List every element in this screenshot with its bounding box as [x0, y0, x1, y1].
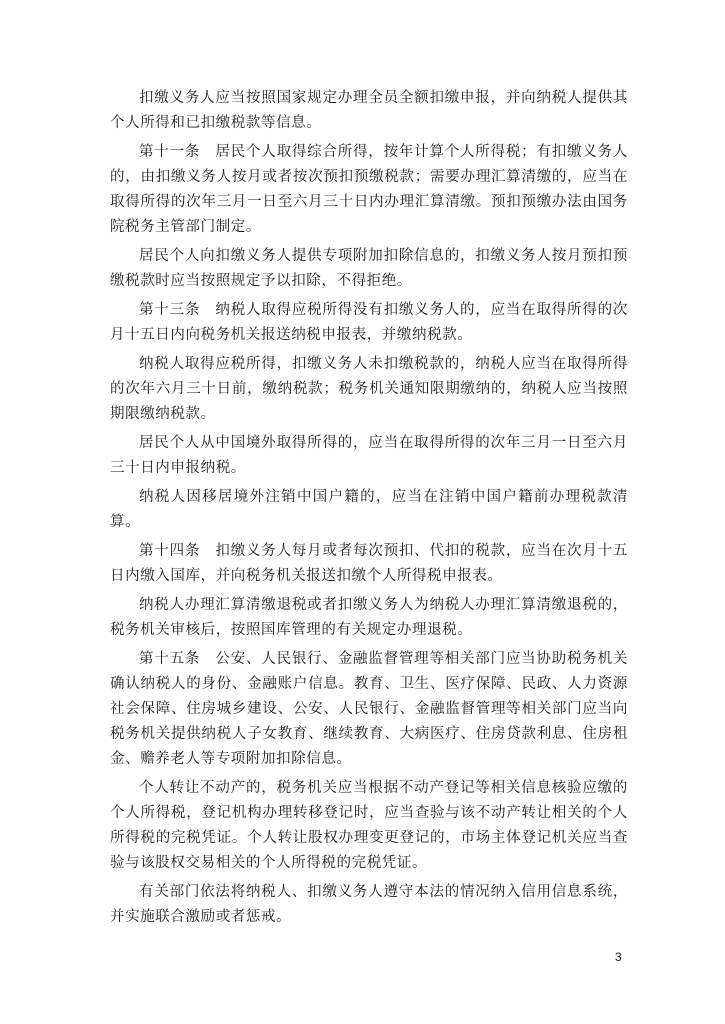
paragraph-article-11: 第十一条 居民个人取得综合所得，按年计算个人所得税；有扣缴义务人的，由扣缴义务人按月或者按次预扣预缴税款；需要办理汇算清缴的，应当在取得所得的次年三月一日至六月三十日内办理汇算清缴。预扣预缴办法由国务院税务主管部门制定。	[110, 144, 628, 235]
paragraph-tax-refund: 纳税人办理汇算清缴退税或者扣缴义务人为纳税人办理汇算清缴退税的，税务机关审核后，按照国库管理的有关规定办理退税。	[110, 597, 628, 638]
page-number: 3	[615, 950, 622, 964]
paragraph-article-14: 第十四条 扣缴义务人每月或者每次预扣、代扣的税款，应当在次月十五日内缴入国库，并向税务机关报送扣缴个人所得税申报表。	[110, 543, 628, 584]
paragraph-article-15: 第十五条 公安、人民银行、金融监督管理等相关部门应当协助税务机关确认纳税人的身份、金融账户信息。教育、卫生、医疗保障、民政、人力资源社会保障、住房城乡建设、公安、人民银行、金融监督管理等相关部门应当向税务机关提供纳税人子女教育、继续教育、大病医疗、住房贷款利息、住房租金、赡养老人等专项附加扣除信息。	[110, 651, 628, 767]
paragraph-credit-system: 有关部门依法将纳税人、扣缴义务人遵守本法的情况纳入信用信息系统，并实施联合激励或者惩戒。	[110, 884, 628, 925]
paragraph-emigration: 纳税人因移居境外注销中国户籍的，应当在注销中国户籍前办理税款清算。	[110, 489, 628, 530]
document-body	[110, 86, 628, 934]
paragraph-special-deduction: 居民个人向扣缴义务人提供专项附加扣除信息的，扣缴义务人按月预扣预缴税款时应当按照规定予以扣除，不得拒绝。	[110, 248, 628, 289]
paragraph-real-estate-transfer: 个人转让不动产的，税务机关应当根据不动产登记等相关信息核验应缴的个人所得税，登记机构办理转移登记时，应当查验与该不动产转让相关的个人所得税的完税凭证。个人转让股权办理变更登记的，市场主体登记机关应当查验与该股权交易相关的个人所得税的完税凭证。	[110, 780, 628, 871]
paragraph-article-13: 第十三条 纳税人取得应税所得没有扣缴义务人的，应当在取得所得的次月十五日内向税务机关报送纳税申报表，并缴纳税款。	[110, 302, 628, 343]
paragraph-unwithheld-tax: 纳税人取得应税所得，扣缴义务人未扣缴税款的，纳税人应当在取得所得的次年六月三十日前，缴纳税款；税务机关通知限期缴纳的，纳税人应当按照期限缴纳税款。	[110, 356, 628, 422]
paragraph-foreign-income: 居民个人从中国境外取得所得的，应当在取得所得的次年三月一日至六月三十日内申报纳税。	[110, 435, 628, 476]
paragraph-withholding-declaration: 扣缴义务人应当按照国家规定办理全员全额扣缴申报，并向纳税人提供其个人所得和已扣缴税款等信息。	[110, 90, 628, 131]
